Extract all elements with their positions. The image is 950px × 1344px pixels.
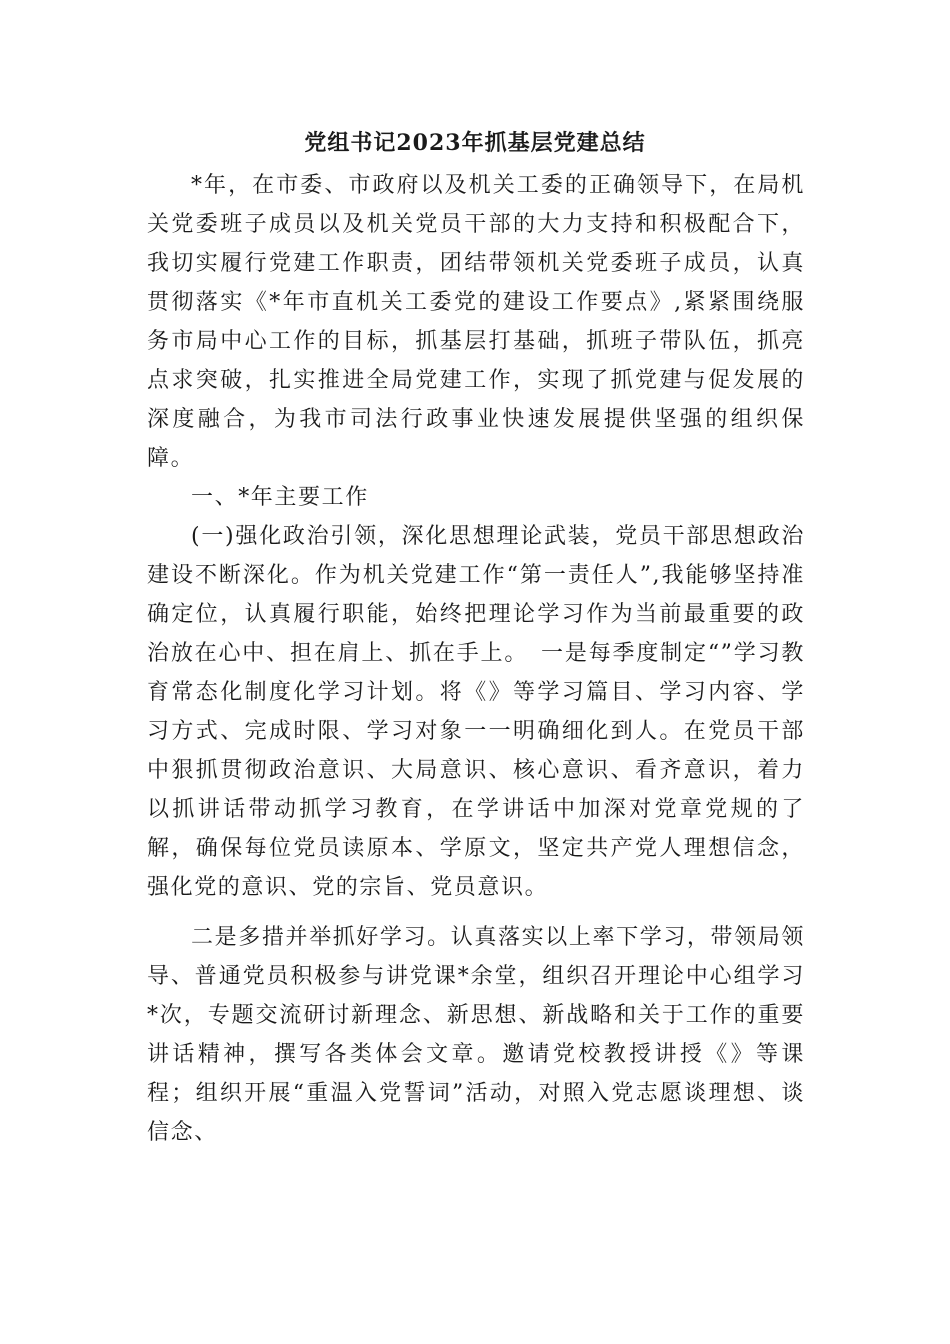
document-title: 党组书记2023年抓基层党建总结	[304, 130, 646, 156]
intro-paragraph: *年，在市委、市政府以及机关工委的正确领导下，在局机关党委班子成员以及机关党员干部的大力支持和积极配合下，我切实履行党建工作职责，团结带领机关党委班子成员，认真贯彻落实《*年市直机关工委党的建设工作要点》,紧紧围绕服务市局中心工作的目标，抓基层打基础，抓班子带队伍，抓亮点求突破，扎实推进全局党建工作，实现了抓党建与促发展的深度融合，为我市司法行政事业快速发展提供坚强的组织保障。	[147, 173, 805, 471]
body-paragraph: 二是多措并举抓好学习。认真落实以上率下学习，带领局领导、普通党员积极参与讲党课*余堂，组织召开理论中心组学习*次，专题交流研讨新理念、新思想、新战略和关于工作的重要讲话精神，撰写各类体会文章。邀请党校教授讲授《》等课程；组织开展“重温入党誓词”活动，对照入党志愿谈理想、谈信念、	[147, 925, 805, 1145]
document-body	[147, 166, 805, 1152]
section-heading: 一、*年主要工作	[191, 485, 369, 510]
body-paragraph: (一)强化政治引领，深化思想理论武装，党员干部思想政治建设不断深化。作为机关党建工作“第一责任人”,我能够坚持准确定位，认真履行职能，始终把理论学习作为当前最重要的政治放在心中、担在肩上、抓在手上。 一是每季度制定“”学习教育常态化制度化学习计划。将《》等学习篇目、学习内容、学习方式、完成时限、学习对象一一明确细化到人。在党员干部中狠抓贯彻政治意识、大局意识、核心意识、看齐意识，着力以抓讲话带动抓学习教育，在学讲话中加深对党章党规的了解，确保每位党员读原本、学原文，坚定共产党人理想信念，强化党的意识、党的宗旨、党员意识。	[147, 524, 805, 900]
